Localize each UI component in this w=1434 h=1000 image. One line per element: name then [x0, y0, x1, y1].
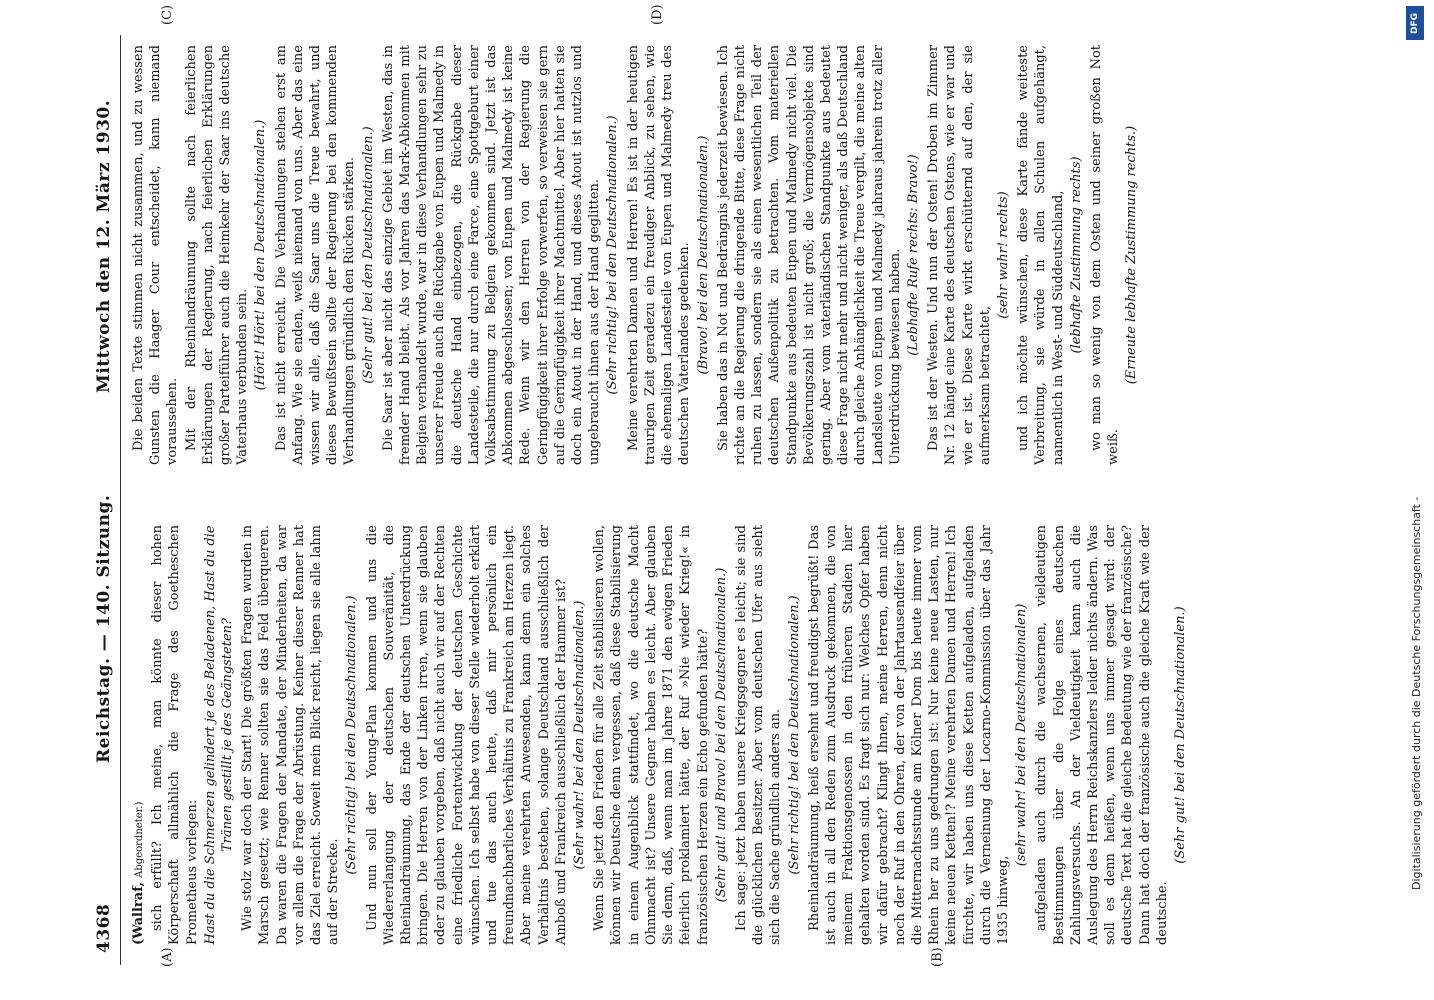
- paragraph: Und nun soll der Young-Plan kommen und uns die Wiedererlangung der deutschen Souveränität, die Rheinlandräumung, das Ende der deutschen Unterdrückung bringen. Die Herren von der Linken irren, wenn sie glauben oder zu glauben vorgeben, daß nicht auch wir auf der Rechten eine friedliche Fortentwicklung der deutschen Geschichte wünschen. Ich selbst habe von dieser Stelle wiederholt erklärt und tue das auch heute, daß mir persönlich ein freundnachbarliches Verhältnis zu Frankreich am Herzen liegt. Aber meine verehrten Anwesenden, kann denn ein solches Verhältnis bestehen, solange Deutschland ausschließlich der Amboß und Frankreich ausschließlich der Hammer ist?: [364, 525, 569, 945]
- header-rule: [120, 35, 121, 965]
- interjection: (Sehr richtig! bei den Deutschnationalen.): [786, 595, 802, 875]
- page-number: 4368: [94, 903, 114, 953]
- left-text-column: [130, 525, 1325, 945]
- header-left-title: Reichstag. — 140. Sitzung.: [94, 494, 114, 763]
- margin-mark-c: (C): [160, 4, 175, 25]
- paragraph: und ich möchte wünschen, diese Karte fände weiteste Verbreitung, sie würde in allen Schulen aufgehängt, namentlich in West- und Süddeutschland,: [1016, 45, 1066, 465]
- interjection: (lebhafte Zustimmung rechts): [1068, 156, 1084, 354]
- dfg-logo: DFG: [1406, 6, 1424, 40]
- rotated-document-page: [90, 4, 1340, 967]
- paragraph: Mit der Rheinlandräumung sollte nach feierlichen Erklärungen der Regierung, nach feierlichen Erklärungen großer Parteiführer auch die Heimkehr der Saar ins deutsche Vaterhaus verbunden sein.: [183, 45, 251, 465]
- speaker-line: [130, 525, 148, 945]
- interjection: (Sehr richtig! bei den Deutschnationalen.): [344, 595, 360, 875]
- paragraph: sich erfüllt? Ich meine, man könnte dieser hohen Körperschaft allmählich die Frage des Goetheschen Prometheus vorlegen:: [150, 525, 200, 945]
- margin-mark-d: (D): [650, 4, 665, 25]
- interjection: (Sehr gut! und Bravo! bei den Deutschnationalen.): [713, 567, 729, 903]
- paragraph: Ich sage: jetzt haben unsere Kriegsgegner es leicht; sie sind die glücklichen Besitzer. Aber vom deutschen Ufer aus sieht sich die Sache gründlich anders an.: [733, 525, 784, 945]
- speaker-role: Abgeordneter.): [134, 801, 145, 878]
- paragraph: Das ist nicht erreicht. Die Verhandlungen stehen erst am Anfang. Wie sie enden, weiß niemand von uns. Aber das eine wissen wir alle, daß die Saar uns die Treue bewahrt, und dieses Bewußtsein sollte der Regierung bei den kommenden Verhandlungen gründlich den Rücken stärken.: [273, 45, 358, 465]
- interjection: (Hört! Hört! bei den Deutschnationalen.): [253, 119, 269, 391]
- paragraph: Wie stolz war doch der Start! Die größten Fragen wurden in Marsch gesetzt; wie Renner sollten sie das Feld überqueren. Da waren die Fragen der Mandate, der Minderheiten, da war vor allem die Frage der Abrüstung. Keiner dieser Renner hat das Ziel erreicht. Soweit mein Blick reicht, liegen sie alle lahm auf der Strecke.: [240, 525, 342, 945]
- interjection: (Erneute lebhafte Zustimmung rechts.): [1124, 125, 1140, 385]
- margin-mark-b: (B): [930, 947, 945, 967]
- paragraph: aufgeladen auch durch die wachsernen, vieldeutigen Bestimmungen über die Folge eines deutschen Zahlungsversuchs. An der Vieldeutigkeit kann auch die Auslegung des Herrn Reichskanzlers leider nichts ändern. Was soll es denn heißen, wenn uns immer gesagt wird: der deutsche Text hat die gleiche Bedeutung wie der französische? Dann hat doch der französische auch die gleiche Kraft wie der deutsche.: [1034, 525, 1170, 945]
- interjection: (Sehr wahr! bei den Deutschnationalen.): [572, 600, 588, 870]
- interjection: (Sehr gut! bei den Deutschnationalen.): [360, 126, 376, 384]
- page-header: [90, 43, 120, 953]
- interjection: (Sehr gut! bei den Deutschnationalen.): [1172, 606, 1188, 864]
- interjection: (sehr wahr! rechts): [995, 191, 1011, 319]
- interjection: (Sehr richtig! bei den Deutschnationalen.): [605, 115, 621, 395]
- paragraph: Die Saar ist aber nicht das einzige Gebiet im Westen, das in fremder Hand bleibt. Als vor Jahren das Mark-Abkommen mit Belgien verhandelt wurde, war in diese Verhandlungen sehr zu unserer Freude auch die Rückgabe von Eupen und Malmedy in die deutsche Hand einbezogen, die Rückgabe dieser Landesteile, die nur durch eine Farce, eine Spottgeburt einer Volksabstimmung zu Belgien gekommen sind. Jetzt ist das Abkommen abgeschlossen; von Eupen und Malmedy ist keine Rede. Wenn wir den Herren von der Regierung die Geringfügigkeit ihrer Erfolge vorwerfen, so verweisen sie gern auf die Geringfügigkeit ihrer Machtmittel. Aber hier hatten sie doch ein Atout in der Hand, und dieses Atout ist nutzlos und ungebraucht ihnen aus der Hand geglitten.: [380, 45, 603, 465]
- paragraph: Das ist der Westen. Und nun der Osten! Droben im Zimmer Nr. 12 hängt eine Karte des deutschen Ostens, wie er war und wie er ist. Diese Karte wirkt erschütternd auf den, der sie aufmerksam betrachtet,: [926, 45, 993, 465]
- paragraph: Meine verehrten Damen und Herren! Es ist in der heutigen traurigen Zeit geradezu ein freudiger Anblick, zu sehen, wie die ehemaligen Landesteile von Eupen und Malmedy treu des deutschen Vaterlandes gedenken.: [625, 45, 693, 465]
- speaker-name: (Wallraf,: [131, 881, 146, 945]
- dfg-watermark: [1404, 0, 1430, 1000]
- margin-mark-a: (A): [160, 947, 175, 967]
- right-text-column: [130, 45, 1325, 465]
- watermark-text: Digitalisierung gefördert durch die Deutsche Forschungsgemeinschaft -: [1410, 496, 1423, 890]
- paragraph: Sie haben das in Not und Bedrängnis jederzeit bewiesen. Ich richte an die Regierung die dringende Bitte, diese Frage nicht ruhen zu lassen, sondern sie als einen wesentlichen Teil der deutschen Außenpolitik zu betrachten. Vom materiellen Standpunkte aus bedeuten Eupen und Malmedy nicht viel. Die Bevölkerungszahl ist nicht groß; die Vermögensobjekte sind gering. Aber vom vaterländischen Standpunkte aus bedeutet diese Frage nicht mehr und nicht weniger, als daß Deutschland durch gleiche Anhänglichkeit die Treue vergilt, die meine alten Landsleute von Eupen und Malmedy jahraus jahrein trotz aller Unterdrückung bewiesen haben.: [715, 45, 903, 465]
- header-right-title: Mittwoch den 12. März 1930.: [94, 99, 114, 393]
- paragraph: wo man so wenig von dem Osten und seiner großen Not weiß.: [1088, 45, 1122, 465]
- interjection: Hast du die Schmerzen gelindert je des Beladenen, Hast du die Tränen gestillt je des Geängsteten?: [202, 525, 236, 945]
- paragraph: Die beiden Texte stimmen nicht zusammen, und zu wessen Gunsten die Haager Cour entscheidet, kann niemand voraussehen.: [131, 45, 181, 465]
- paragraph: Rheinlandräumung, heiß ersehnt und freudigst begrüßt! Das ist auch in all den Reden zum Ausdruck gekommen, die von meinem Fraktionsgenossen in den früheren Stadien hier gehalten worden sind. Es fragt sich nur: Welches Opfer haben wir dafür gebracht? Klingt Ihnen, meine Herren, denn nicht noch der Ruf in den Ohren, der von der Jahrtausendfeier über die Mitternachtsstunde am Kölner Dom bis heute immer vom Rhein her zu uns gedrungen ist: Nur keine neue Lasten, nur keine neuen Ketten!? Meine verehrten Damen und Herren! Ich fürchte, wir haben uns diese Ketten aufgeladen, aufgeladen durch die Verneinung der Locarno-Kommission über das Jahr 1935 hinweg,: [806, 525, 1011, 945]
- paragraph: Wenn Sie jetzt den Frieden für alle Zeit stabilisieren wollen, können wir Deutsche denn vergessen, daß diese Stabilisierung in einem Augenblick stattfindet, wo die deutsche Macht Ohnmacht ist? Unsere Gegner haben es leicht. Aber glauben Sie denn, daß, wenn man im Jahre 1871 den ewigen Frieden feierlich proklamiert hätte, der Ruf »Nie wieder Krieg!« in französischen Herzen ein Echo gefunden hätte?: [592, 525, 711, 945]
- interjection: (Bravo! bei den Deutschnationalen.): [695, 135, 711, 375]
- interjection: (sehr wahr! bei den Deutschnationalen): [1014, 603, 1030, 867]
- interjection: (Lebhafte Rufe rechts: Bravo!): [905, 154, 921, 356]
